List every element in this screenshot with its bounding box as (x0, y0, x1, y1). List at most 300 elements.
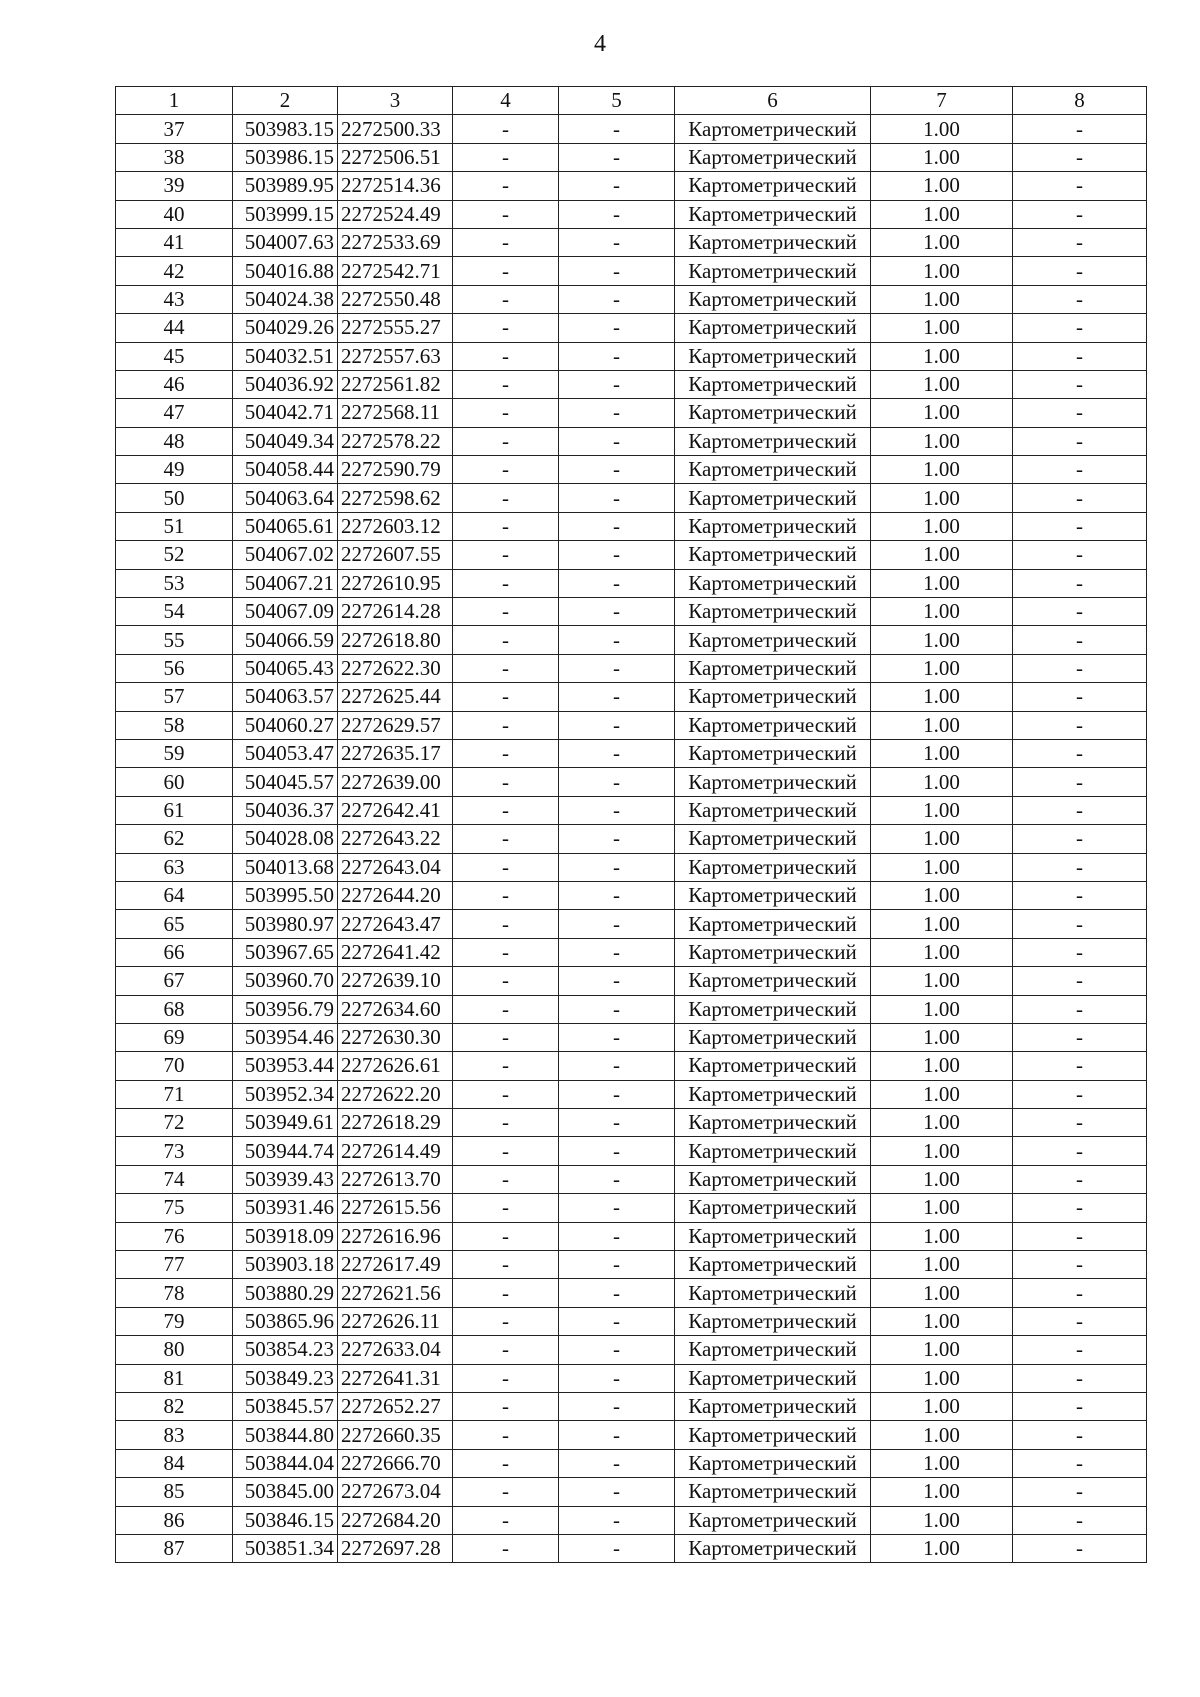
x-coordinate-cell: 504042.71 (233, 399, 338, 427)
point-number-cell: 79 (116, 1307, 233, 1335)
col-5-cell: - (559, 1364, 675, 1392)
col-8-cell: - (1013, 1279, 1147, 1307)
col-4-cell: - (453, 938, 559, 966)
y-coordinate-cell: 2272626.61 (338, 1052, 453, 1080)
table-row (116, 1421, 1147, 1449)
y-coordinate-cell: 2272555.27 (338, 314, 453, 342)
col-8-cell: - (1013, 1421, 1147, 1449)
col-8-cell: - (1013, 1023, 1147, 1051)
accuracy-cell: 1.00 (871, 1023, 1013, 1051)
method-cell: Картометрический (675, 1421, 871, 1449)
point-number-cell: 72 (116, 1109, 233, 1137)
col-5-cell: - (559, 569, 675, 597)
col-5-cell: - (559, 683, 675, 711)
x-coordinate-cell: 504024.38 (233, 285, 338, 313)
point-number-cell: 77 (116, 1251, 233, 1279)
col-8-cell: - (1013, 1392, 1147, 1420)
col-8-cell: - (1013, 1336, 1147, 1364)
col-8-cell: - (1013, 143, 1147, 171)
point-number-cell: 55 (116, 626, 233, 654)
col-4-cell: - (453, 257, 559, 285)
table-row (116, 257, 1147, 285)
point-number-cell: 45 (116, 342, 233, 370)
x-coordinate-cell: 504060.27 (233, 711, 338, 739)
col-8-cell: - (1013, 115, 1147, 143)
x-coordinate-cell: 504036.37 (233, 796, 338, 824)
table-row (116, 399, 1147, 427)
col-4-cell: - (453, 1336, 559, 1364)
col-5-cell: - (559, 1421, 675, 1449)
col-5-cell: - (559, 1052, 675, 1080)
table-row (116, 881, 1147, 909)
column-header: 3 (338, 87, 453, 115)
point-number-cell: 49 (116, 456, 233, 484)
method-cell: Картометрический (675, 995, 871, 1023)
accuracy-cell: 1.00 (871, 1165, 1013, 1193)
accuracy-cell: 1.00 (871, 1307, 1013, 1335)
table-row (116, 314, 1147, 342)
table-row (116, 739, 1147, 767)
col-5-cell: - (559, 938, 675, 966)
col-4-cell: - (453, 910, 559, 938)
method-cell: Картометрический (675, 626, 871, 654)
y-coordinate-cell: 2272652.27 (338, 1392, 453, 1420)
table-row (116, 1165, 1147, 1193)
y-coordinate-cell: 2272590.79 (338, 456, 453, 484)
table-row (116, 967, 1147, 995)
method-cell: Картометрический (675, 228, 871, 256)
point-number-cell: 62 (116, 825, 233, 853)
x-coordinate-cell: 503939.43 (233, 1165, 338, 1193)
method-cell: Картометрический (675, 1023, 871, 1051)
accuracy-cell: 1.00 (871, 825, 1013, 853)
table-row (116, 1222, 1147, 1250)
table-row (116, 1392, 1147, 1420)
y-coordinate-cell: 2272568.11 (338, 399, 453, 427)
method-cell: Картометрический (675, 1364, 871, 1392)
accuracy-cell: 1.00 (871, 598, 1013, 626)
col-8-cell: - (1013, 172, 1147, 200)
col-5-cell: - (559, 314, 675, 342)
col-5-cell: - (559, 1478, 675, 1506)
point-number-cell: 73 (116, 1137, 233, 1165)
col-5-cell: - (559, 967, 675, 995)
accuracy-cell: 1.00 (871, 1109, 1013, 1137)
accuracy-cell: 1.00 (871, 285, 1013, 313)
accuracy-cell: 1.00 (871, 456, 1013, 484)
col-8-cell: - (1013, 1449, 1147, 1477)
accuracy-cell: 1.00 (871, 370, 1013, 398)
table-row (116, 115, 1147, 143)
table-row (116, 1279, 1147, 1307)
col-5-cell: - (559, 1251, 675, 1279)
accuracy-cell: 1.00 (871, 115, 1013, 143)
column-header: 8 (1013, 87, 1147, 115)
accuracy-cell: 1.00 (871, 200, 1013, 228)
col-5-cell: - (559, 881, 675, 909)
y-coordinate-cell: 2272643.22 (338, 825, 453, 853)
col-4-cell: - (453, 172, 559, 200)
x-coordinate-cell: 504032.51 (233, 342, 338, 370)
table-row (116, 938, 1147, 966)
accuracy-cell: 1.00 (871, 228, 1013, 256)
table-row (116, 1194, 1147, 1222)
col-8-cell: - (1013, 1478, 1147, 1506)
point-number-cell: 54 (116, 598, 233, 626)
method-cell: Картометрический (675, 1222, 871, 1250)
col-8-cell: - (1013, 456, 1147, 484)
x-coordinate-cell: 504016.88 (233, 257, 338, 285)
col-8-cell: - (1013, 825, 1147, 853)
method-cell: Картометрический (675, 1194, 871, 1222)
table-row (116, 1336, 1147, 1364)
method-cell: Картометрический (675, 257, 871, 285)
y-coordinate-cell: 2272630.30 (338, 1023, 453, 1051)
accuracy-cell: 1.00 (871, 938, 1013, 966)
table-row (116, 1023, 1147, 1051)
accuracy-cell: 1.00 (871, 1336, 1013, 1364)
x-coordinate-cell: 504049.34 (233, 427, 338, 455)
y-coordinate-cell: 2272625.44 (338, 683, 453, 711)
y-coordinate-cell: 2272610.95 (338, 569, 453, 597)
col-4-cell: - (453, 370, 559, 398)
point-number-cell: 37 (116, 115, 233, 143)
table-row (116, 995, 1147, 1023)
col-5-cell: - (559, 711, 675, 739)
point-number-cell: 68 (116, 995, 233, 1023)
x-coordinate-cell: 503949.61 (233, 1109, 338, 1137)
col-4-cell: - (453, 995, 559, 1023)
point-number-cell: 69 (116, 1023, 233, 1051)
method-cell: Картометрический (675, 1534, 871, 1562)
accuracy-cell: 1.00 (871, 541, 1013, 569)
method-cell: Картометрический (675, 569, 871, 597)
table-row (116, 200, 1147, 228)
x-coordinate-cell: 503844.80 (233, 1421, 338, 1449)
table-row (116, 1307, 1147, 1335)
y-coordinate-cell: 2272561.82 (338, 370, 453, 398)
accuracy-cell: 1.00 (871, 1222, 1013, 1250)
y-coordinate-cell: 2272598.62 (338, 484, 453, 512)
col-4-cell: - (453, 1506, 559, 1534)
col-8-cell: - (1013, 1080, 1147, 1108)
point-number-cell: 47 (116, 399, 233, 427)
point-number-cell: 70 (116, 1052, 233, 1080)
y-coordinate-cell: 2272622.20 (338, 1080, 453, 1108)
x-coordinate-cell: 503845.00 (233, 1478, 338, 1506)
x-coordinate-cell: 503983.15 (233, 115, 338, 143)
x-coordinate-cell: 504065.43 (233, 654, 338, 682)
x-coordinate-cell: 504053.47 (233, 739, 338, 767)
accuracy-cell: 1.00 (871, 512, 1013, 540)
col-8-cell: - (1013, 711, 1147, 739)
column-header: 4 (453, 87, 559, 115)
y-coordinate-cell: 2272666.70 (338, 1449, 453, 1477)
x-coordinate-cell: 503849.23 (233, 1364, 338, 1392)
col-5-cell: - (559, 484, 675, 512)
col-5-cell: - (559, 1023, 675, 1051)
x-coordinate-cell: 503980.97 (233, 910, 338, 938)
method-cell: Картометрический (675, 1307, 871, 1335)
method-cell: Картометрический (675, 711, 871, 739)
accuracy-cell: 1.00 (871, 484, 1013, 512)
accuracy-cell: 1.00 (871, 1506, 1013, 1534)
accuracy-cell: 1.00 (871, 427, 1013, 455)
col-5-cell: - (559, 1080, 675, 1108)
col-8-cell: - (1013, 910, 1147, 938)
point-number-cell: 71 (116, 1080, 233, 1108)
col-4-cell: - (453, 1137, 559, 1165)
table-row (116, 796, 1147, 824)
table-row (116, 825, 1147, 853)
accuracy-cell: 1.00 (871, 1534, 1013, 1562)
x-coordinate-cell: 504065.61 (233, 512, 338, 540)
y-coordinate-cell: 2272557.63 (338, 342, 453, 370)
col-4-cell: - (453, 711, 559, 739)
accuracy-cell: 1.00 (871, 654, 1013, 682)
method-cell: Картометрический (675, 739, 871, 767)
point-number-cell: 78 (116, 1279, 233, 1307)
table-row (116, 654, 1147, 682)
col-8-cell: - (1013, 541, 1147, 569)
col-4-cell: - (453, 314, 559, 342)
y-coordinate-cell: 2272618.80 (338, 626, 453, 654)
y-coordinate-cell: 2272514.36 (338, 172, 453, 200)
col-4-cell: - (453, 285, 559, 313)
y-coordinate-cell: 2272618.29 (338, 1109, 453, 1137)
y-coordinate-cell: 2272550.48 (338, 285, 453, 313)
col-4-cell: - (453, 1392, 559, 1420)
accuracy-cell: 1.00 (871, 768, 1013, 796)
y-coordinate-cell: 2272634.60 (338, 995, 453, 1023)
point-number-cell: 53 (116, 569, 233, 597)
point-number-cell: 82 (116, 1392, 233, 1420)
point-number-cell: 75 (116, 1194, 233, 1222)
x-coordinate-cell: 503999.15 (233, 200, 338, 228)
table-row (116, 1109, 1147, 1137)
col-4-cell: - (453, 598, 559, 626)
y-coordinate-cell: 2272635.17 (338, 739, 453, 767)
method-cell: Картометрический (675, 1052, 871, 1080)
x-coordinate-cell: 503956.79 (233, 995, 338, 1023)
point-number-cell: 64 (116, 881, 233, 909)
accuracy-cell: 1.00 (871, 739, 1013, 767)
x-coordinate-cell: 503845.57 (233, 1392, 338, 1420)
col-8-cell: - (1013, 1052, 1147, 1080)
method-cell: Картометрический (675, 200, 871, 228)
method-cell: Картометрический (675, 768, 871, 796)
accuracy-cell: 1.00 (871, 881, 1013, 909)
point-number-cell: 40 (116, 200, 233, 228)
table-row (116, 683, 1147, 711)
accuracy-cell: 1.00 (871, 1478, 1013, 1506)
y-coordinate-cell: 2272643.47 (338, 910, 453, 938)
point-number-cell: 67 (116, 967, 233, 995)
y-coordinate-cell: 2272673.04 (338, 1478, 453, 1506)
col-8-cell: - (1013, 1364, 1147, 1392)
col-8-cell: - (1013, 796, 1147, 824)
y-coordinate-cell: 2272629.57 (338, 711, 453, 739)
method-cell: Картометрический (675, 172, 871, 200)
table-row (116, 1506, 1147, 1534)
point-number-cell: 43 (116, 285, 233, 313)
y-coordinate-cell: 2272621.56 (338, 1279, 453, 1307)
accuracy-cell: 1.00 (871, 995, 1013, 1023)
col-8-cell: - (1013, 512, 1147, 540)
col-8-cell: - (1013, 285, 1147, 313)
col-4-cell: - (453, 1222, 559, 1250)
table-row (116, 484, 1147, 512)
x-coordinate-cell: 504036.92 (233, 370, 338, 398)
col-5-cell: - (559, 257, 675, 285)
point-number-cell: 51 (116, 512, 233, 540)
col-5-cell: - (559, 285, 675, 313)
x-coordinate-cell: 504058.44 (233, 456, 338, 484)
x-coordinate-cell: 503960.70 (233, 967, 338, 995)
x-coordinate-cell: 503903.18 (233, 1251, 338, 1279)
table-row (116, 711, 1147, 739)
col-4-cell: - (453, 1080, 559, 1108)
col-4-cell: - (453, 853, 559, 881)
x-coordinate-cell: 503995.50 (233, 881, 338, 909)
col-5-cell: - (559, 853, 675, 881)
method-cell: Картометрический (675, 938, 871, 966)
column-header: 5 (559, 87, 675, 115)
table-row (116, 1251, 1147, 1279)
table-row (116, 1080, 1147, 1108)
col-8-cell: - (1013, 683, 1147, 711)
table-row (116, 285, 1147, 313)
method-cell: Картометрический (675, 1080, 871, 1108)
x-coordinate-cell: 503854.23 (233, 1336, 338, 1364)
y-coordinate-cell: 2272614.28 (338, 598, 453, 626)
col-8-cell: - (1013, 739, 1147, 767)
point-number-cell: 57 (116, 683, 233, 711)
col-5-cell: - (559, 1279, 675, 1307)
x-coordinate-cell: 504007.63 (233, 228, 338, 256)
method-cell: Картометрический (675, 598, 871, 626)
col-4-cell: - (453, 1449, 559, 1477)
table-row (116, 569, 1147, 597)
col-8-cell: - (1013, 1307, 1147, 1335)
col-5-cell: - (559, 1534, 675, 1562)
method-cell: Картометрический (675, 115, 871, 143)
x-coordinate-cell: 503865.96 (233, 1307, 338, 1335)
col-4-cell: - (453, 881, 559, 909)
accuracy-cell: 1.00 (871, 1364, 1013, 1392)
y-coordinate-cell: 2272641.31 (338, 1364, 453, 1392)
y-coordinate-cell: 2272622.30 (338, 654, 453, 682)
col-5-cell: - (559, 626, 675, 654)
col-5-cell: - (559, 200, 675, 228)
col-8-cell: - (1013, 257, 1147, 285)
point-number-cell: 86 (116, 1506, 233, 1534)
method-cell: Картометрический (675, 1251, 871, 1279)
col-5-cell: - (559, 598, 675, 626)
col-8-cell: - (1013, 484, 1147, 512)
x-coordinate-cell: 503944.74 (233, 1137, 338, 1165)
method-cell: Картометрический (675, 910, 871, 938)
y-coordinate-cell: 2272643.04 (338, 853, 453, 881)
col-8-cell: - (1013, 399, 1147, 427)
x-coordinate-cell: 503880.29 (233, 1279, 338, 1307)
x-coordinate-cell: 504067.02 (233, 541, 338, 569)
y-coordinate-cell: 2272613.70 (338, 1165, 453, 1193)
point-number-cell: 60 (116, 768, 233, 796)
table-body (116, 115, 1147, 1563)
x-coordinate-cell: 504067.21 (233, 569, 338, 597)
col-5-cell: - (559, 1506, 675, 1534)
table-row (116, 768, 1147, 796)
col-8-cell: - (1013, 1194, 1147, 1222)
col-8-cell: - (1013, 995, 1147, 1023)
y-coordinate-cell: 2272533.69 (338, 228, 453, 256)
x-coordinate-cell: 504063.57 (233, 683, 338, 711)
col-8-cell: - (1013, 938, 1147, 966)
table-row (116, 1534, 1147, 1562)
table-row (116, 598, 1147, 626)
table-row (116, 172, 1147, 200)
col-4-cell: - (453, 342, 559, 370)
point-number-cell: 65 (116, 910, 233, 938)
table-row (116, 541, 1147, 569)
x-coordinate-cell: 503952.34 (233, 1080, 338, 1108)
accuracy-cell: 1.00 (871, 1449, 1013, 1477)
method-cell: Картометрический (675, 342, 871, 370)
point-number-cell: 56 (116, 654, 233, 682)
point-number-cell: 85 (116, 1478, 233, 1506)
point-number-cell: 61 (116, 796, 233, 824)
col-5-cell: - (559, 910, 675, 938)
col-5-cell: - (559, 1165, 675, 1193)
col-5-cell: - (559, 796, 675, 824)
table-row (116, 1364, 1147, 1392)
col-5-cell: - (559, 1137, 675, 1165)
col-8-cell: - (1013, 654, 1147, 682)
y-coordinate-cell: 2272639.10 (338, 967, 453, 995)
accuracy-cell: 1.00 (871, 1080, 1013, 1108)
col-8-cell: - (1013, 342, 1147, 370)
method-cell: Картометрический (675, 143, 871, 171)
col-4-cell: - (453, 228, 559, 256)
col-4-cell: - (453, 399, 559, 427)
method-cell: Картометрический (675, 967, 871, 995)
col-8-cell: - (1013, 569, 1147, 597)
table-row (116, 1478, 1147, 1506)
table-row (116, 1137, 1147, 1165)
point-number-cell: 58 (116, 711, 233, 739)
y-coordinate-cell: 2272642.41 (338, 796, 453, 824)
accuracy-cell: 1.00 (871, 399, 1013, 427)
col-4-cell: - (453, 427, 559, 455)
accuracy-cell: 1.00 (871, 796, 1013, 824)
method-cell: Картометрический (675, 1449, 871, 1477)
col-8-cell: - (1013, 1534, 1147, 1562)
accuracy-cell: 1.00 (871, 1421, 1013, 1449)
col-4-cell: - (453, 456, 559, 484)
method-cell: Картометрический (675, 683, 871, 711)
col-5-cell: - (559, 995, 675, 1023)
point-number-cell: 41 (116, 228, 233, 256)
point-number-cell: 80 (116, 1336, 233, 1364)
col-4-cell: - (453, 200, 559, 228)
x-coordinate-cell: 504013.68 (233, 853, 338, 881)
x-coordinate-cell: 503851.34 (233, 1534, 338, 1562)
col-5-cell: - (559, 1307, 675, 1335)
y-coordinate-cell: 2272578.22 (338, 427, 453, 455)
accuracy-cell: 1.00 (871, 626, 1013, 654)
method-cell: Картометрический (675, 825, 871, 853)
